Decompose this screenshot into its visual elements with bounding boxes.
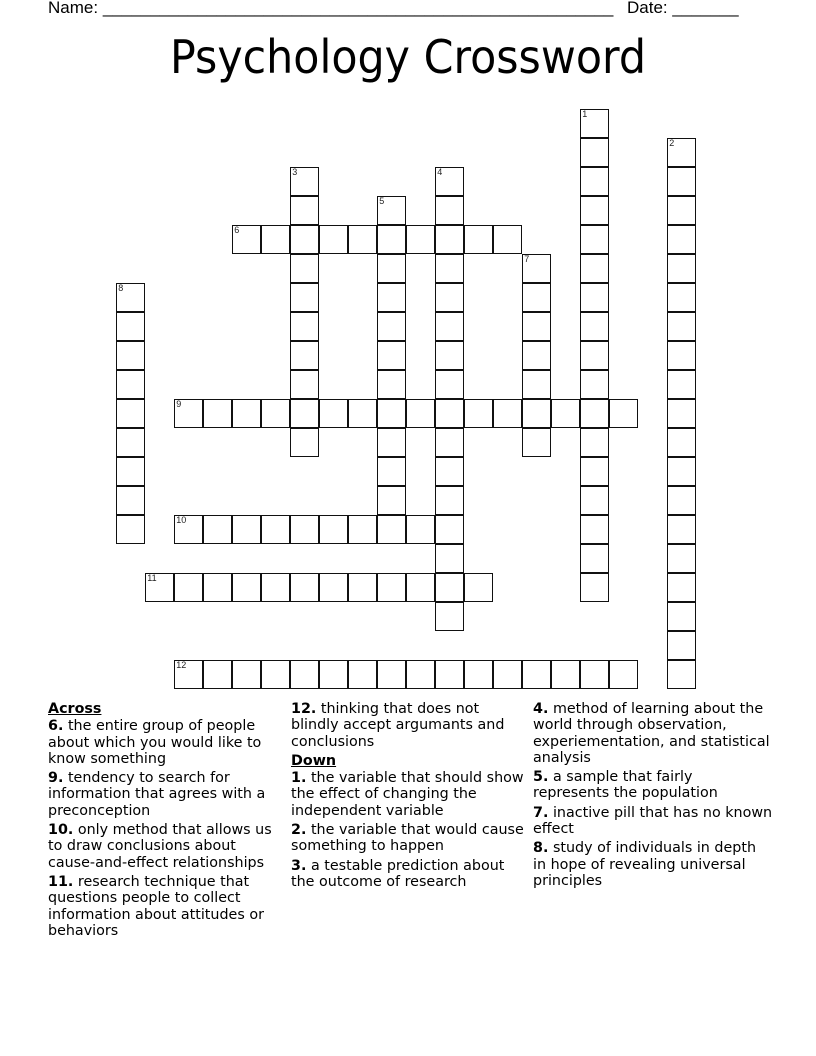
grid-cell[interactable]	[435, 544, 464, 573]
grid-cell[interactable]	[377, 515, 406, 544]
grid-cell[interactable]	[290, 167, 319, 196]
grid-cell[interactable]	[203, 399, 232, 428]
grid-cell[interactable]	[406, 515, 435, 544]
clue-number: 11.	[48, 873, 74, 890]
grid-cell[interactable]	[319, 660, 348, 689]
grid-cell[interactable]	[522, 312, 551, 341]
grid-cell[interactable]	[406, 660, 435, 689]
grid-cell[interactable]	[522, 399, 551, 428]
grid-cell[interactable]	[116, 515, 145, 544]
clue-number: 5.	[533, 769, 549, 786]
clue-text: tendency to search for information that agrees with a preconception	[48, 770, 266, 819]
grid-cell[interactable]	[667, 254, 696, 283]
grid-cell[interactable]	[377, 428, 406, 457]
clue-text: research technique that questions people to collect information about attitudes or behaviors	[48, 873, 264, 939]
clue-number: 7.	[533, 804, 549, 821]
grid-cell[interactable]	[232, 515, 261, 544]
clue-number: 2.	[291, 822, 307, 839]
grid-cell[interactable]	[435, 486, 464, 515]
grid-cell[interactable]	[348, 515, 377, 544]
clue-number-label: 9	[176, 399, 182, 410]
grid-cell[interactable]	[377, 254, 406, 283]
clue-down-8	[533, 840, 773, 889]
clue-text: inactive pill that has no known effect	[533, 804, 773, 838]
clue-down-5	[533, 769, 773, 802]
grid-cell[interactable]	[319, 515, 348, 544]
grid-cell[interactable]	[522, 283, 551, 312]
name-blank[interactable]: ______________________________________________________	[102, 0, 614, 17]
grid-cell[interactable]	[435, 428, 464, 457]
clue-across-9	[48, 770, 280, 819]
clue-text: a sample that fairly represents the population	[533, 769, 718, 802]
clue-text: method of learning about the world through observation, experiementation, and statistical analysis	[533, 701, 770, 766]
grid-cell[interactable]	[580, 312, 609, 341]
clue-number: 1.	[291, 770, 307, 787]
grid-cell[interactable]	[435, 254, 464, 283]
grid-cell[interactable]	[522, 341, 551, 370]
grid-cell[interactable]	[522, 370, 551, 399]
grid-cell[interactable]	[667, 631, 696, 660]
grid-cell[interactable]	[319, 225, 348, 254]
grid-cell[interactable]	[377, 370, 406, 399]
grid-cell[interactable]	[667, 138, 696, 167]
grid-cell[interactable]	[580, 138, 609, 167]
grid-cell[interactable]	[348, 573, 377, 602]
grid-cell[interactable]	[290, 196, 319, 225]
grid-cell[interactable]	[580, 486, 609, 515]
grid-cell[interactable]	[580, 225, 609, 254]
grid-cell[interactable]	[116, 399, 145, 428]
down-heading: Down	[291, 752, 337, 769]
clue-number-label: 8	[118, 283, 124, 294]
grid-cell[interactable]	[580, 254, 609, 283]
clue-down-4	[533, 701, 773, 766]
grid-cell[interactable]	[319, 399, 348, 428]
grid-cell[interactable]	[667, 283, 696, 312]
grid-cell[interactable]	[667, 312, 696, 341]
grid-cell[interactable]	[609, 399, 638, 428]
grid-cell[interactable]	[290, 370, 319, 399]
grid-cell[interactable]	[580, 370, 609, 399]
clue-number: 6.	[48, 718, 64, 735]
clue-number-label: 4	[437, 167, 443, 178]
clue-number-label: 12	[176, 660, 187, 671]
clue-number-label: 10	[176, 515, 187, 526]
grid-cell[interactable]	[493, 660, 522, 689]
grid-cell[interactable]	[435, 515, 464, 544]
grid-cell[interactable]	[319, 573, 348, 602]
grid-cell[interactable]	[580, 573, 609, 602]
grid-cell[interactable]	[464, 399, 493, 428]
grid-cell[interactable]	[377, 573, 406, 602]
grid-cell[interactable]	[435, 399, 464, 428]
grid-cell[interactable]	[406, 225, 435, 254]
grid-cell[interactable]	[290, 254, 319, 283]
clue-number: 10.	[48, 822, 74, 839]
clue-number-label: 11	[147, 573, 157, 584]
grid-cell[interactable]	[174, 573, 203, 602]
clue-number-label: 6	[234, 225, 240, 236]
grid-cell[interactable]	[290, 428, 319, 457]
clue-down-7	[533, 805, 773, 838]
grid-cell[interactable]	[261, 515, 290, 544]
grid-cell[interactable]	[435, 167, 464, 196]
grid-cell[interactable]	[435, 196, 464, 225]
grid-cell[interactable]	[290, 573, 319, 602]
grid-cell[interactable]	[174, 399, 203, 428]
grid-cell[interactable]	[493, 399, 522, 428]
grid-cell[interactable]	[667, 428, 696, 457]
clue-text: a testable prediction about the outcome of research	[291, 857, 505, 890]
clue-text: thinking that does not blindly accept argumants and conclusions	[291, 701, 505, 750]
grid-cell[interactable]	[290, 399, 319, 428]
grid-cell[interactable]	[290, 225, 319, 254]
grid-cell[interactable]	[667, 486, 696, 515]
grid-cell[interactable]	[667, 573, 696, 602]
clues-column-3	[533, 701, 773, 892]
clue-down-1	[291, 770, 527, 819]
grid-cell[interactable]	[667, 457, 696, 486]
grid-cell[interactable]	[435, 602, 464, 631]
grid-cell[interactable]	[348, 399, 377, 428]
grid-cell[interactable]	[290, 660, 319, 689]
clue-text: study of individuals in depth in hope of revealing universal principles	[533, 840, 757, 889]
clue-text: only method that allows us to draw conclusions about cause-and-effect relationships	[48, 822, 272, 871]
date-label: Date:	[627, 0, 668, 17]
grid-cell[interactable]	[232, 573, 261, 602]
clue-down-2	[291, 822, 527, 855]
grid-cell[interactable]	[203, 573, 232, 602]
grid-cell[interactable]	[522, 254, 551, 283]
grid-cell[interactable]	[435, 312, 464, 341]
grid-cell[interactable]	[377, 486, 406, 515]
grid-cell[interactable]	[261, 399, 290, 428]
grid-cell[interactable]	[348, 660, 377, 689]
grid-cell[interactable]	[667, 225, 696, 254]
grid-cell[interactable]	[493, 225, 522, 254]
grid-cell[interactable]	[116, 428, 145, 457]
grid-cell[interactable]	[261, 225, 290, 254]
grid-cell[interactable]	[667, 602, 696, 631]
clue-across-10	[48, 822, 280, 871]
clue-number-label: 2	[669, 138, 675, 149]
grid-cell[interactable]	[464, 660, 493, 689]
date-blank[interactable]: _______	[672, 0, 739, 17]
clue-number-label: 5	[379, 196, 385, 207]
grid-cell[interactable]	[667, 515, 696, 544]
grid-cell[interactable]	[522, 660, 551, 689]
grid-cell[interactable]	[580, 515, 609, 544]
grid-cell[interactable]	[435, 457, 464, 486]
grid-cell[interactable]	[116, 486, 145, 515]
across-heading: Across	[48, 701, 102, 717]
grid-cell[interactable]	[580, 167, 609, 196]
grid-cell[interactable]	[290, 515, 319, 544]
grid-cell[interactable]	[377, 341, 406, 370]
grid-cell[interactable]	[464, 573, 493, 602]
grid-cell[interactable]	[435, 225, 464, 254]
grid-cell[interactable]	[667, 399, 696, 428]
clue-number-label: 7	[524, 254, 530, 265]
grid-cell[interactable]	[116, 312, 145, 341]
grid-cell[interactable]	[667, 167, 696, 196]
grid-cell[interactable]	[580, 544, 609, 573]
grid-cell[interactable]	[435, 283, 464, 312]
grid-cell[interactable]	[435, 660, 464, 689]
clue-number-label: 3	[292, 167, 298, 178]
grid-cell[interactable]	[116, 457, 145, 486]
grid-cell[interactable]	[290, 341, 319, 370]
clue-text: the entire group of people about which you would like to know something	[48, 718, 262, 767]
grid-cell[interactable]	[232, 660, 261, 689]
grid-cell[interactable]	[377, 312, 406, 341]
grid-cell[interactable]	[203, 660, 232, 689]
page-title: Psychology Crossword	[169, 30, 647, 84]
grid-cell[interactable]	[232, 399, 261, 428]
grid-cell[interactable]	[580, 283, 609, 312]
grid-cell[interactable]	[580, 109, 609, 138]
clue-number: 9.	[48, 770, 64, 787]
clue-across-6	[48, 718, 280, 767]
grid-cell[interactable]	[174, 515, 203, 544]
grid-cell[interactable]	[667, 341, 696, 370]
grid-cell[interactable]	[435, 341, 464, 370]
grid-cell[interactable]	[290, 312, 319, 341]
clue-down-3	[291, 858, 527, 891]
grid-cell[interactable]	[667, 544, 696, 573]
grid-cell[interactable]	[377, 399, 406, 428]
clue-number-label: 1	[582, 109, 588, 120]
clue-text: the variable that should show the effect of changing the independent variable	[291, 770, 524, 819]
grid-cell[interactable]	[377, 225, 406, 254]
clue-number: 4.	[533, 701, 549, 717]
grid-cell[interactable]	[551, 399, 580, 428]
grid-cell[interactable]	[290, 283, 319, 312]
grid-cell[interactable]	[667, 660, 696, 689]
grid-cell[interactable]	[580, 196, 609, 225]
grid-cell[interactable]	[348, 225, 377, 254]
clue-text: the variable that would cause something to happen	[291, 822, 524, 855]
grid-cell[interactable]	[406, 399, 435, 428]
grid-cell[interactable]	[377, 660, 406, 689]
clues-column-1	[48, 701, 280, 942]
grid-cell[interactable]	[406, 573, 435, 602]
clue-across-12	[291, 701, 527, 750]
grid-cell[interactable]	[145, 573, 174, 602]
grid-cell[interactable]	[377, 283, 406, 312]
grid-cell[interactable]	[232, 225, 261, 254]
grid-cell[interactable]	[580, 660, 609, 689]
grid-cell[interactable]	[174, 660, 203, 689]
clue-number: 8.	[533, 840, 549, 857]
grid-cell[interactable]	[580, 428, 609, 457]
grid-cell[interactable]	[580, 457, 609, 486]
grid-cell[interactable]	[116, 341, 145, 370]
grid-cell[interactable]	[580, 399, 609, 428]
grid-cell[interactable]	[377, 196, 406, 225]
grid-cell[interactable]	[261, 573, 290, 602]
grid-cell[interactable]	[435, 370, 464, 399]
grid-cell[interactable]	[522, 428, 551, 457]
grid-cell[interactable]	[551, 660, 580, 689]
grid-cell[interactable]	[667, 370, 696, 399]
grid-cell[interactable]	[667, 196, 696, 225]
grid-cell[interactable]	[609, 660, 638, 689]
grid-cell[interactable]	[580, 341, 609, 370]
clue-number: 12.	[291, 701, 317, 717]
grid-cell[interactable]	[116, 370, 145, 399]
grid-cell[interactable]	[464, 225, 493, 254]
grid-cell[interactable]	[203, 515, 232, 544]
grid-cell[interactable]	[377, 457, 406, 486]
clue-across-11	[48, 874, 280, 939]
clues-column-2	[291, 701, 527, 893]
grid-cell[interactable]	[435, 573, 464, 602]
name-label: Name:	[48, 0, 99, 17]
grid-cell[interactable]	[261, 660, 290, 689]
grid-cell[interactable]	[116, 283, 145, 312]
clue-number: 3.	[291, 857, 307, 874]
